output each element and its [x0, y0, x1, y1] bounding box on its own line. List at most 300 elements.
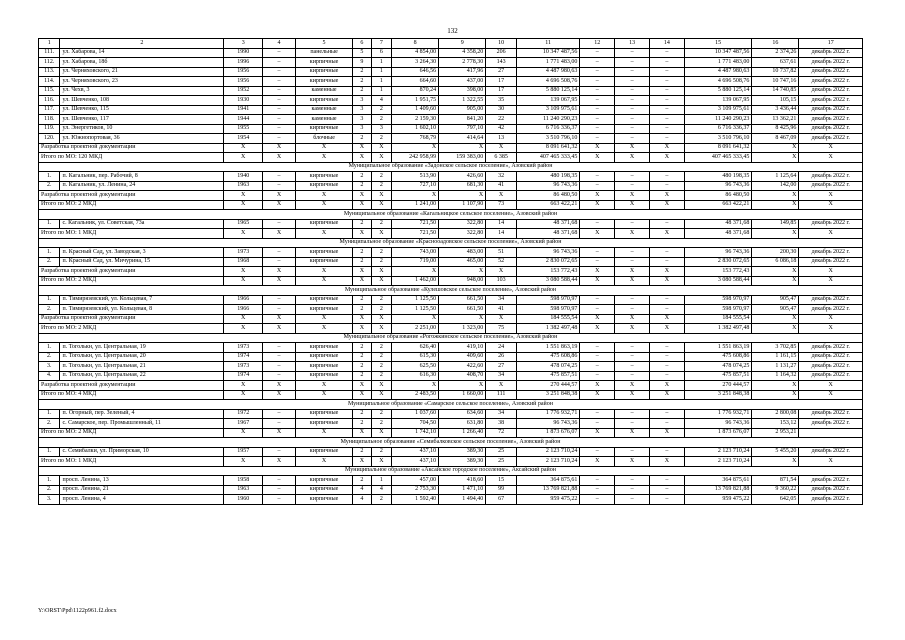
table-cell: – — [650, 257, 685, 267]
table-cell: – — [615, 105, 650, 115]
table-cell: – — [615, 77, 650, 87]
table-cell: 637,61 — [752, 58, 799, 68]
summary-cell: X — [615, 276, 650, 286]
table-cell: – — [263, 362, 296, 372]
table-cell: 1 — [371, 58, 391, 68]
table-cell: п. Тоголькн, ул. Центральная, 20 — [60, 352, 224, 362]
table-cell: 2 — [353, 77, 371, 87]
summary-cell: X — [371, 153, 391, 163]
summary-cell: X — [353, 390, 371, 400]
table-cell: – — [263, 295, 296, 305]
summary-cell: X — [353, 314, 371, 324]
table-cell: 1. — [39, 343, 60, 353]
summary-cell: X — [224, 390, 263, 400]
table-cell: 114. — [39, 77, 60, 87]
summary-cell: 1 462,00 — [392, 276, 439, 286]
table-cell: – — [650, 447, 685, 457]
table-cell: 9 — [353, 58, 371, 68]
table-cell: 2 — [371, 115, 391, 125]
table-cell: 475 608,86 — [684, 352, 752, 362]
table-cell: 4 — [371, 485, 391, 495]
table-cell: – — [650, 362, 685, 372]
table-cell: 661,50 — [439, 295, 486, 305]
table-cell: декабрь 2022 г. — [799, 124, 863, 134]
table-cell: 418,60 — [439, 476, 486, 486]
summary-cell: X — [263, 390, 296, 400]
table-cell: 48 371,68 — [684, 219, 752, 229]
summary-cell: X — [439, 381, 486, 391]
summary-cell: X — [439, 267, 486, 277]
summary-cell: X — [263, 200, 296, 210]
summary-cell: X — [615, 381, 650, 391]
table-cell: декабрь 2022 г. — [799, 305, 863, 315]
table-cell: – — [263, 352, 296, 362]
table-row — [39, 248, 863, 258]
table-cell: – — [650, 86, 685, 96]
table-cell: 1973 — [224, 248, 263, 258]
summary-cell: X — [295, 324, 352, 334]
summary-cell: X — [353, 191, 371, 201]
table-cell: 4. — [39, 371, 60, 381]
summary-cell: X — [353, 200, 371, 210]
table-cell: 616,30 — [392, 371, 439, 381]
table-cell: 113. — [39, 67, 60, 77]
summary-cell: X — [799, 191, 863, 201]
table-cell: 5 880 125,14 — [516, 86, 579, 96]
table-cell: 1940 — [224, 172, 263, 182]
table-cell: каменные — [295, 86, 352, 96]
table-cell: каменные — [295, 115, 352, 125]
table-cell: 206 — [486, 48, 517, 58]
summary-cell: X — [799, 267, 863, 277]
table-cell: 3. — [39, 362, 60, 372]
municipality-section-row — [39, 238, 863, 248]
table-cell: – — [263, 181, 296, 191]
table-cell: 1960 — [224, 495, 263, 505]
summary-cell: 2 123 710,24 — [684, 457, 752, 467]
table-cell: 2 — [371, 495, 391, 505]
summary-cell: X — [224, 200, 263, 210]
table-cell: 1. — [39, 447, 60, 457]
table-cell: 1 494,40 — [439, 495, 486, 505]
table-cell: 905,47 — [752, 295, 799, 305]
table-cell: – — [615, 219, 650, 229]
table-cell: кирпичные — [295, 447, 352, 457]
summary-cell: X — [486, 143, 517, 153]
table-cell: п. Тимирязевский, ул. Кольцевая, 7 — [60, 295, 224, 305]
table-cell: – — [615, 181, 650, 191]
table-cell: 1957 — [224, 447, 263, 457]
table-cell: – — [580, 134, 615, 144]
summary-cell — [799, 428, 863, 438]
summary-cell: 25 — [486, 457, 517, 467]
table-cell: – — [615, 447, 650, 457]
table-cell: – — [615, 248, 650, 258]
table-cell: 1 409,60 — [392, 105, 439, 115]
table-cell: 4 696 508,76 — [516, 77, 579, 87]
table-cell: кирпичные — [295, 371, 352, 381]
summary-cell: X — [353, 143, 371, 153]
summary-cell: 8 091 641,32 — [516, 143, 579, 153]
table-cell: 52 — [486, 257, 517, 267]
table-cell: 1 602,10 — [392, 124, 439, 134]
table-cell: 143 — [486, 58, 517, 68]
table-cell: 2 800,08 — [752, 409, 799, 419]
table-cell: 1974 — [224, 352, 263, 362]
summary-cell: 14 — [486, 229, 517, 239]
summary-cell: X — [295, 267, 352, 277]
table-cell: 905,47 — [752, 305, 799, 315]
summary-cell: X — [224, 276, 263, 286]
table-cell: 5 880 125,14 — [684, 86, 752, 96]
summary-cell: 75 — [486, 324, 517, 334]
table-cell: – — [615, 495, 650, 505]
table-cell: 409,60 — [439, 352, 486, 362]
summary-cell: 1 382 497,48 — [684, 324, 752, 334]
table-cell: 5 455,20 — [752, 447, 799, 457]
table-cell: 2 — [353, 362, 371, 372]
municipality-heading: Муниципальное образование «Краснооадовское сельское поселение», Азовский район — [39, 238, 863, 248]
table-cell: 631,80 — [439, 419, 486, 429]
summary-cell: 86 480,50 — [684, 191, 752, 201]
table-cell: – — [580, 485, 615, 495]
table-cell: 664,60 — [392, 77, 439, 87]
summary-cell: 111 — [486, 390, 517, 400]
summary-cell: X — [799, 153, 863, 163]
summary-cell: X — [353, 229, 371, 239]
summary-cell: X — [650, 381, 685, 391]
table-cell: 797,10 — [439, 124, 486, 134]
table-cell: 2 — [353, 67, 371, 77]
summary-cell: 389,30 — [439, 457, 486, 467]
municipality-heading: Муниципальное образование «Аксайское городское поселение», Аксайский район — [39, 466, 863, 476]
table-cell: 634,60 — [439, 409, 486, 419]
summary-cell: X — [799, 314, 863, 324]
table-cell: декабрь 2022 г. — [799, 419, 863, 429]
summary-cell: X — [295, 143, 352, 153]
column-number-row — [39, 39, 863, 49]
table-cell: 1996 — [224, 58, 263, 68]
table-cell: – — [650, 134, 685, 144]
summary-row — [39, 428, 863, 438]
table-cell: 615,30 — [392, 352, 439, 362]
summary-cell: X — [371, 200, 391, 210]
table-cell: 1 — [371, 476, 391, 486]
table-cell: 322,80 — [439, 219, 486, 229]
summary-cell: X — [224, 229, 263, 239]
housing-table — [38, 38, 863, 505]
summary-row — [39, 153, 863, 163]
table-cell: 1 — [371, 77, 391, 87]
column-number-cell: 17 — [799, 39, 863, 49]
summary-cell: X — [295, 381, 352, 391]
table-cell: 1973 — [224, 362, 263, 372]
summary-cell: 184 555,54 — [516, 314, 579, 324]
summary-cell: X — [580, 153, 615, 163]
table-cell: 3 — [353, 105, 371, 115]
summary-cell: X — [799, 200, 863, 210]
table-cell: – — [650, 58, 685, 68]
table-cell: – — [263, 124, 296, 134]
summary-label: Итого по МО: 120 МКД — [39, 153, 224, 163]
table-cell: 5 — [353, 48, 371, 58]
summary-cell: X — [615, 153, 650, 163]
summary-cell: 721,50 — [392, 229, 439, 239]
summary-cell: 2 251,00 — [392, 324, 439, 334]
table-cell: 626,40 — [392, 343, 439, 353]
table-cell: 1 771 483,00 — [516, 58, 579, 68]
summary-cell: X — [263, 381, 296, 391]
table-cell: – — [580, 219, 615, 229]
summary-cell: X — [799, 390, 863, 400]
table-cell: 119. — [39, 124, 60, 134]
summary-cell: X — [263, 143, 296, 153]
table-cell: 25 — [486, 447, 517, 457]
summary-label: Итого по МО: 2 МКД — [39, 200, 224, 210]
table-cell: – — [580, 362, 615, 372]
summary-cell: X — [650, 267, 685, 277]
table-cell: с. Кагальник, ул. Советская, 73а — [60, 219, 224, 229]
summary-row — [39, 200, 863, 210]
table-cell: 2 — [371, 134, 391, 144]
table-cell: – — [650, 248, 685, 258]
table-cell: 2 — [353, 305, 371, 315]
table-cell: 1944 — [224, 115, 263, 125]
table-cell: – — [580, 181, 615, 191]
summary-cell: X — [752, 276, 799, 286]
table-cell: 480 198,35 — [516, 172, 579, 182]
summary-cell: X — [371, 191, 391, 201]
table-cell: 3. — [39, 495, 60, 505]
table-cell: 3 — [353, 96, 371, 106]
table-cell: 2. — [39, 485, 60, 495]
summary-cell: X — [752, 229, 799, 239]
table-cell: 112. — [39, 58, 60, 68]
summary-cell: X — [650, 153, 685, 163]
summary-label: Разработка проектной документации — [39, 143, 224, 153]
summary-cell: X — [353, 324, 371, 334]
table-cell: 2 830 072,65 — [516, 257, 579, 267]
table-row — [39, 96, 863, 106]
table-cell: 2 — [371, 295, 391, 305]
table-cell: – — [650, 476, 685, 486]
table-cell: 2 — [371, 447, 391, 457]
table-cell: ул. Шевченко, 117 — [60, 115, 224, 125]
table-cell: 13 — [486, 134, 517, 144]
table-cell: 1973 — [224, 343, 263, 353]
table-cell: 1 776 932,71 — [516, 409, 579, 419]
table-cell: 41 — [486, 181, 517, 191]
table-cell: декабрь 2022 г. — [799, 476, 863, 486]
table-cell: 2. — [39, 257, 60, 267]
summary-row — [39, 276, 863, 286]
summary-label: Разработка проектной документации — [39, 267, 224, 277]
table-cell: 1 161,15 — [752, 352, 799, 362]
column-number-cell: 1 — [39, 39, 60, 49]
summary-cell: 153 772,43 — [684, 267, 752, 277]
table-cell: 1955 — [224, 124, 263, 134]
summary-cell: X — [615, 428, 650, 438]
municipality-section-row — [39, 333, 863, 343]
summary-cell: X — [580, 457, 615, 467]
table-cell: декабрь 2022 г. — [799, 485, 863, 495]
table-cell: п. Красный Сад, ул. Мичурина, 15 — [60, 257, 224, 267]
table-cell: 398,00 — [439, 86, 486, 96]
summary-cell: X — [752, 143, 799, 153]
table-cell: – — [650, 181, 685, 191]
summary-cell: X — [263, 428, 296, 438]
table-cell: 15 — [486, 476, 517, 486]
summary-cell: X — [263, 153, 296, 163]
table-cell: декабрь 2022 г. — [799, 362, 863, 372]
table-cell: 48 371,68 — [516, 219, 579, 229]
table-cell: декабрь 2022 г. — [799, 495, 863, 505]
table-cell: 2 — [371, 219, 391, 229]
summary-cell: X — [224, 267, 263, 277]
column-number-cell: 11 — [516, 39, 579, 49]
table-cell: 1. — [39, 172, 60, 182]
table-cell: 139 067,95 — [684, 96, 752, 106]
column-number-cell: 12 — [580, 39, 615, 49]
summary-cell: X — [371, 143, 391, 153]
summary-cell: X — [752, 191, 799, 201]
table-cell: 96 743,36 — [516, 419, 579, 429]
table-cell: 3 264,30 — [392, 58, 439, 68]
table-cell: 67 — [486, 495, 517, 505]
table-cell: 51 — [486, 248, 517, 258]
table-cell: 1. — [39, 295, 60, 305]
table-cell: 1966 — [224, 295, 263, 305]
table-cell: 10 347 487,56 — [516, 48, 579, 58]
table-cell: 2 830 072,65 — [684, 257, 752, 267]
summary-cell: X — [650, 276, 685, 286]
table-cell: 149,85 — [752, 219, 799, 229]
table-cell: 41 — [486, 305, 517, 315]
table-cell: 3 — [371, 124, 391, 134]
summary-cell: X — [295, 457, 352, 467]
table-cell: 1 951,75 — [392, 96, 439, 106]
summary-cell: X — [650, 324, 685, 334]
table-cell: – — [615, 362, 650, 372]
table-cell: ул. Южнопортовая, 36 — [60, 134, 224, 144]
summary-cell: 3 251 848,38 — [516, 390, 579, 400]
summary-label: Итого по МО: 1 МКД — [39, 457, 224, 467]
summary-cell: 1 266,40 — [439, 428, 486, 438]
table-cell: 99 — [486, 485, 517, 495]
table-cell: – — [263, 86, 296, 96]
table-cell: – — [615, 96, 650, 106]
table-cell: 2 778,30 — [439, 58, 486, 68]
table-cell: – — [615, 485, 650, 495]
table-row — [39, 172, 863, 182]
summary-cell: X — [650, 390, 685, 400]
table-cell: 2. — [39, 181, 60, 191]
summary-cell: X — [580, 276, 615, 286]
table-cell: 1. — [39, 219, 60, 229]
table-cell: декабрь 2022 г. — [799, 219, 863, 229]
table-cell: 465,00 — [439, 257, 486, 267]
table-cell: 2 — [371, 172, 391, 182]
table-cell: – — [650, 219, 685, 229]
table-cell: – — [580, 305, 615, 315]
table-cell: 743,00 — [392, 248, 439, 258]
summary-cell: X — [486, 314, 517, 324]
summary-cell: 437,10 — [392, 457, 439, 467]
table-cell: 14 740,85 — [752, 86, 799, 96]
summary-cell: 270 444,57 — [684, 381, 752, 391]
summary-cell: X — [580, 143, 615, 153]
table-cell: 959 475,22 — [516, 495, 579, 505]
table-row — [39, 58, 863, 68]
table-cell: 1 164,32 — [752, 371, 799, 381]
summary-cell: 1 873 676,07 — [684, 428, 752, 438]
table-cell: – — [650, 172, 685, 182]
summary-label: Итого по МО: 2 МКД — [39, 324, 224, 334]
table-cell: 2 — [371, 105, 391, 115]
table-cell: – — [580, 105, 615, 115]
table-cell: 1941 — [224, 105, 263, 115]
summary-cell: X — [615, 314, 650, 324]
summary-cell: 322,80 — [439, 229, 486, 239]
summary-label: Итого по МО: 4 МКД — [39, 390, 224, 400]
table-cell: п. Тимирязевский, ул. Кольцевая, 8 — [60, 305, 224, 315]
summary-cell: 1 323,00 — [439, 324, 486, 334]
table-cell: 389,30 — [439, 447, 486, 457]
summary-cell: X — [371, 381, 391, 391]
table-cell: 2 — [353, 476, 371, 486]
table-cell: 96 743,36 — [516, 248, 579, 258]
table-cell: – — [615, 124, 650, 134]
municipality-heading: Муниципальное образование «Кулешовское сельское поселение», Азовский район — [39, 286, 863, 296]
table-cell: – — [263, 371, 296, 381]
summary-cell: X — [615, 191, 650, 201]
table-row — [39, 419, 863, 429]
summary-cell: X — [392, 191, 439, 201]
table-cell: просп. Ленина, 4 — [60, 495, 224, 505]
table-cell: 478 074,25 — [516, 362, 579, 372]
table-cell: – — [650, 96, 685, 106]
table-cell: 1 037,60 — [392, 409, 439, 419]
table-cell: декабрь 2022 г. — [799, 77, 863, 87]
table-cell: кирпичные — [295, 257, 352, 267]
table-cell: 1958 — [224, 476, 263, 486]
summary-cell: X — [799, 324, 863, 334]
table-cell: декабрь 2022 г. — [799, 352, 863, 362]
table-cell: – — [263, 419, 296, 429]
summary-cell: X — [224, 381, 263, 391]
table-cell: п. Красный Сад, ул. Заводская, 3 — [60, 248, 224, 258]
table-cell: 34 — [486, 295, 517, 305]
table-cell: 1965 — [224, 219, 263, 229]
summary-cell: X — [615, 457, 650, 467]
summary-row — [39, 143, 863, 153]
table-cell: декабрь 2022 г. — [799, 447, 863, 457]
table-cell: 727,10 — [392, 181, 439, 191]
table-cell: – — [263, 58, 296, 68]
table-cell: 8 467,09 — [752, 134, 799, 144]
summary-row — [39, 457, 863, 467]
summary-cell: X — [486, 267, 517, 277]
table-cell: 111. — [39, 48, 60, 58]
table-cell: декабрь 2022 г. — [799, 115, 863, 125]
table-row — [39, 134, 863, 144]
table-cell: – — [615, 67, 650, 77]
table-cell: 478 074,25 — [684, 362, 752, 372]
summary-cell: X — [752, 153, 799, 163]
table-cell: кирпичные — [295, 305, 352, 315]
table-cell: – — [580, 248, 615, 258]
table-cell: 120. — [39, 134, 60, 144]
